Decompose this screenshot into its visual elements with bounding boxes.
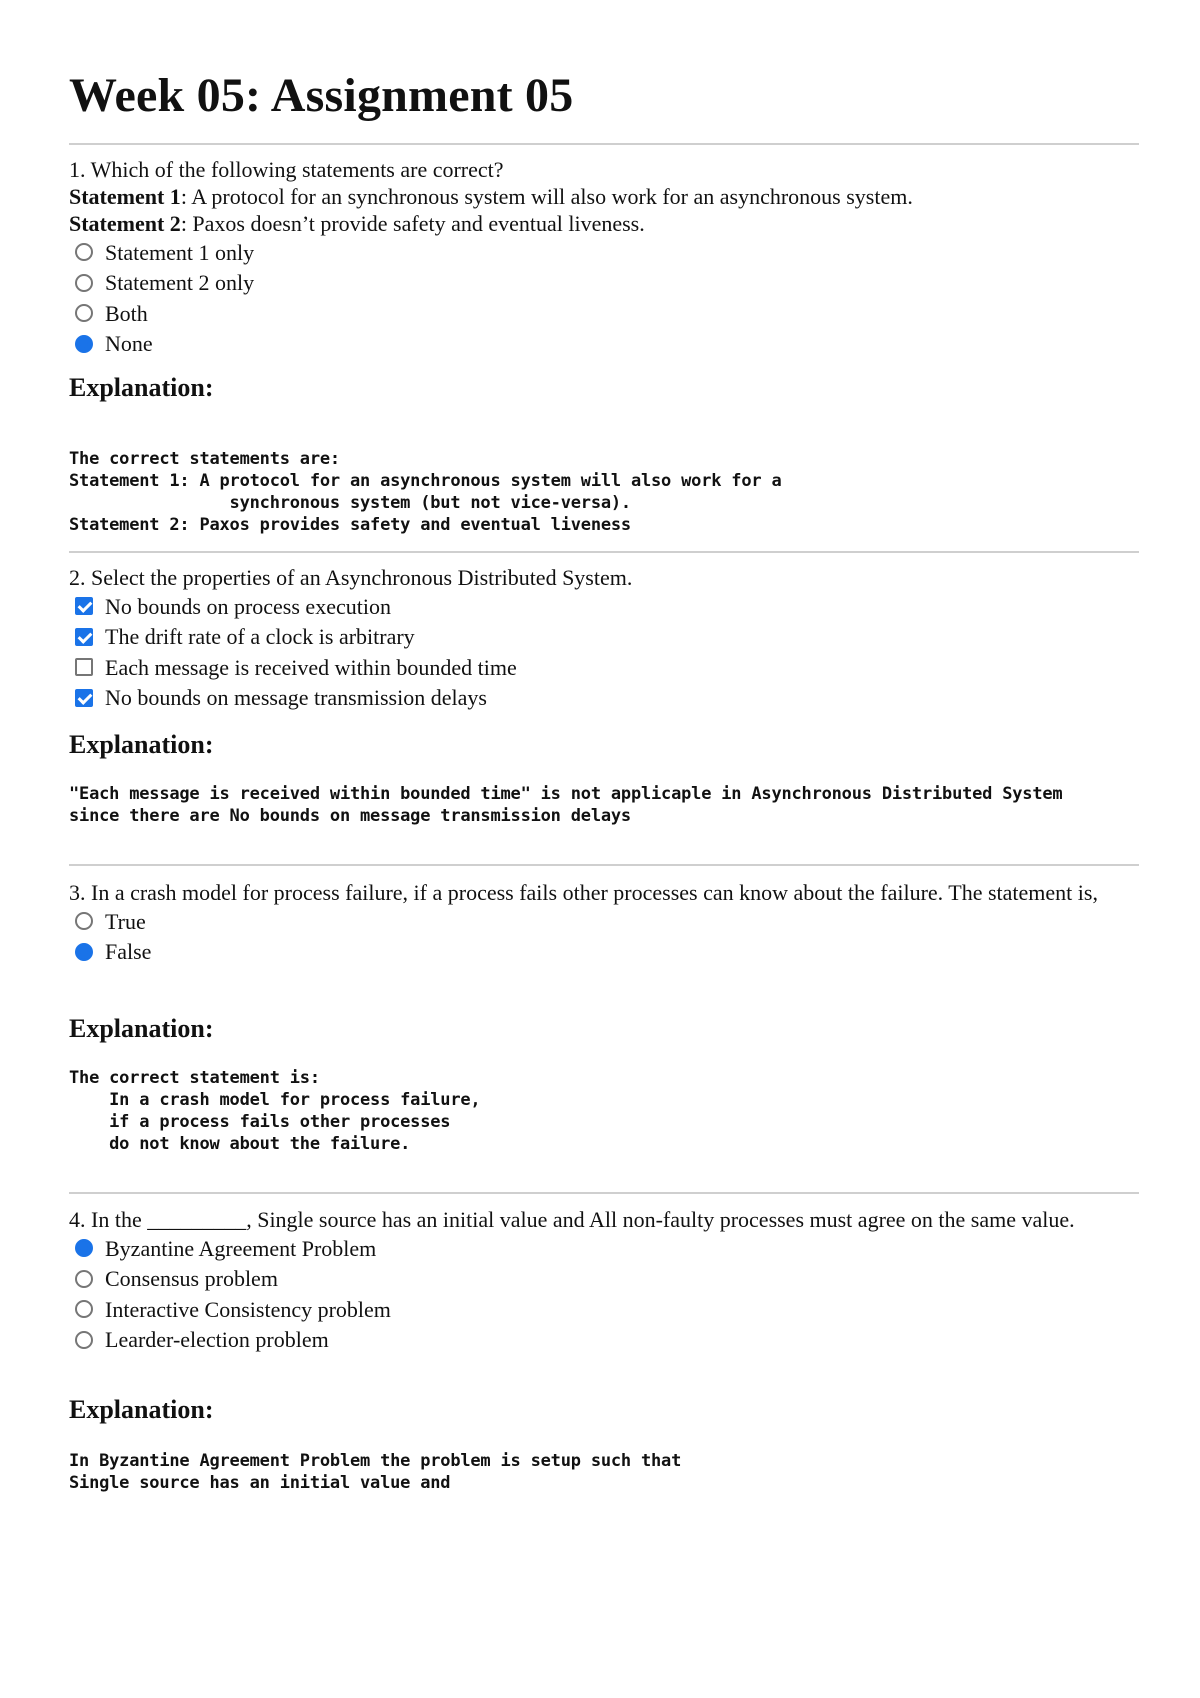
radio-button[interactable] [75,1300,93,1318]
statement-1-text: : A protocol for an synchronous system will also work for an asynchronous system. [180,184,913,209]
q4-option-2[interactable] [69,1264,1139,1295]
q4-option-4[interactable] [69,1325,1139,1356]
radio-button-selected[interactable] [75,335,93,353]
question-2 [69,564,1139,713]
checkbox-checked[interactable] [75,628,93,646]
statement-2-text: : Paxos doesn’t provide safety and eventual liveness. [180,211,645,236]
q2-option-4[interactable] [69,683,1139,714]
option-label: Statement 2 only [105,270,255,296]
divider [69,143,1139,145]
radio-button-selected[interactable] [75,943,93,961]
option-label: Both [105,300,148,326]
question-1 [69,156,1139,359]
radio-button[interactable] [75,912,93,930]
q2-option-3[interactable] [69,652,1139,683]
q2-option-2[interactable] [69,622,1139,653]
q1-option-3[interactable] [69,298,1139,329]
q1-option-4[interactable] [69,329,1139,360]
explanation-heading: Explanation: [69,1395,214,1424]
statement-2 [69,210,1139,237]
radio-button[interactable] [75,1270,93,1288]
option-label: The drift rate of a clock is arbitrary [105,624,415,650]
statement-1-label: Statement 1 [69,184,181,209]
q4-option-1[interactable] [69,1233,1139,1264]
divider [69,1192,1139,1194]
option-label: False [105,939,152,965]
q4-option-3[interactable] [69,1294,1139,1325]
option-label: No bounds on process execution [105,593,391,619]
q2-explanation: "Each message is received within bounded time" is not applicaple in Asynchronous Distributed System since there are No bounds on message transmission delays [69,784,1063,826]
statement-2-label: Statement 2 [69,211,181,236]
divider [69,551,1139,553]
option-label: Byzantine Agreement Problem [105,1235,377,1261]
checkbox-checked[interactable] [75,597,93,615]
divider [69,864,1139,866]
question-3 [69,879,1139,967]
question-2-text: 2. Select the properties of an Asynchronous Distributed System. [69,565,633,590]
q1-explanation: The correct statements are: Statement 1: A protocol for an asynchronous system will also work for a synchronous system (but not vice-versa). Statement 2: Paxos provides safety and eventual liveness [69,449,782,535]
q3-option-1[interactable] [69,906,1139,937]
page-title: Week 05: Assignment 05 [69,69,574,122]
radio-button[interactable] [75,274,93,292]
q4-explanation: In Byzantine Agreement Problem the problem is setup such that Single source has an initial value and [69,1451,682,1493]
checkbox[interactable] [75,658,93,676]
radio-button[interactable] [75,243,93,261]
radio-button-selected[interactable] [75,1239,93,1257]
radio-button[interactable] [75,304,93,322]
option-label: Each message is received within bounded time [105,654,517,680]
option-label: Consensus problem [105,1266,278,1292]
q2-option-1[interactable] [69,591,1139,622]
option-label: No bounds on message transmission delays [105,685,487,711]
question-3-text: 3. In a crash model for process failure, if a process fails other processes can know about the failure. The statement is, [69,880,1098,905]
option-label: None [105,331,153,357]
option-label: True [105,908,146,934]
radio-button[interactable] [75,1331,93,1349]
option-label: Learder-election problem [105,1327,329,1353]
question-1-text: 1. Which of the following statements are correct? [69,157,504,182]
option-label: Interactive Consistency problem [105,1296,391,1322]
explanation-heading: Explanation: [69,373,214,402]
question-4-text: 4. In the _________, Single source has an initial value and All non-faulty processes must agree on the same value. [69,1207,1075,1232]
q3-option-2[interactable] [69,937,1139,968]
q1-option-2[interactable] [69,268,1139,299]
statement-1 [69,183,1139,210]
q1-option-1[interactable] [69,237,1139,268]
q3-explanation: The correct statement is: In a crash model for process failure, if a process fails other processes do not know about the failure. [69,1068,481,1154]
checkbox-checked[interactable] [75,689,93,707]
option-label: Statement 1 only [105,239,255,265]
explanation-heading: Explanation: [69,1014,214,1043]
explanation-heading: Explanation: [69,730,214,759]
question-4 [69,1206,1139,1355]
